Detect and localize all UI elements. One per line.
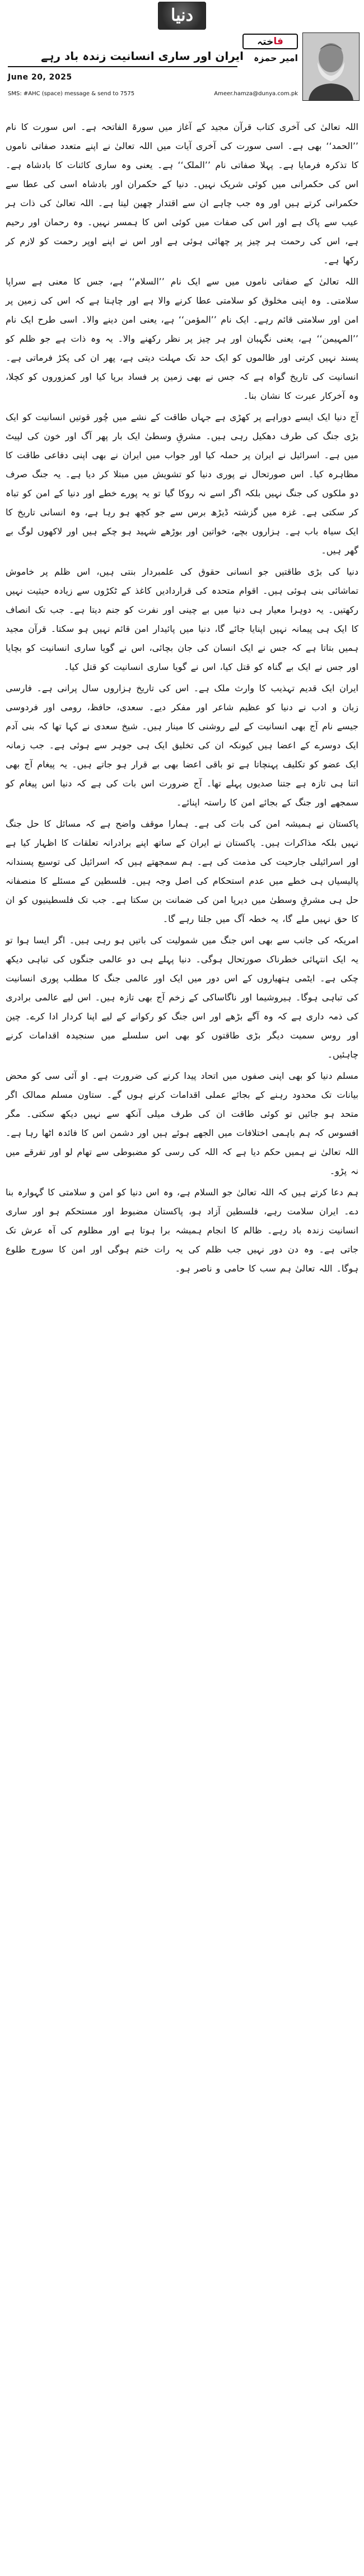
column-name-badge — [242, 34, 298, 49]
article-paragraph: پاکستان نے ہمیشہ امن کی بات کی ہے۔ ہمارا موقف واضح ہے کہ مسائل کا حل جنگ نہیں بلکہ مذاکرات ہیں۔ پاکستان نے ایران کے ساتھ اپنے برادرانہ تعلقات کا اظہار کیا ہے اور اسرائیلی جارحیت کی مذمت کی ہے۔ ہم سمجھتے ہیں کہ اسرائیل کی توسیع پسندانہ پالیسیاں ہی خطے میں عدم استحکام کی اصل وجہ ہیں۔ فلسطین کے مسئلے کا منصفانہ حل ہی مشرقِ وسطیٰ میں دیرپا امن کی ضمانت بن سکتا ہے۔ جب تک فلسطینیوں کو ان کا حق نہیں ملے گا، یہ خطہ آگ میں جلتا رہے گا۔ — [6, 818, 358, 924]
article-paragraph: اللہ تعالیٰ کی آخری کتاب قرآن مجید کے آغاز میں سورۃ الفاتحہ ہے۔ اس سورت کا نام ’’الحمد‘‘ بھی ہے۔ اسی سورت کی آخری آیات میں اللہ تعالیٰ نے اپنے متعدد صفاتی ناموں کا تذکرہ فرمایا ہے۔ پہلا صفاتی نام ’’الملک‘‘ ہے۔ یعنی وہ ساری کائنات کا بادشاہ ہے۔ اس کی حکمرانی میں کوئی شریک نہیں۔ دنیا کے حکمران اور بادشاہ اسی کی عطا سے حکمرانی کرتے ہیں اور وہ جب چاہے ان سے اقتدار چھین لیتا ہے۔ اللہ تعالیٰ کی ذات ہر عیب سے پاک ہے اور اس کی صفات میں کوئی اس کا ہمسر نہیں۔ وہ رحمان اور رحیم ہے، اس کی رحمت ہر چیز پر چھائی ہوئی ہے اور اس نے اپنے اوپر رحمت کو لازم کر رکھا ہے۔ — [6, 122, 358, 265]
headline-divider — [8, 66, 237, 67]
logo-text: دنیا — [171, 5, 193, 25]
sms-instructions: SMS: #AHC (space) message & send to 7575 — [8, 91, 135, 97]
author-photo — [302, 32, 360, 101]
column-header — [0, 32, 364, 111]
article-paragraph: ہم دعا کرتے ہیں کہ اللہ تعالیٰ جو السلام ہے، وہ اس دنیا کو امن و سلامتی کا گہوارہ بنا دے۔ ایران سلامت رہے، فلسطین آزاد ہو، پاکستان مضبوط اور مستحکم ہو اور ساری انسانیت زندہ باد رہے۔ ظالم کا انجام ہمیشہ برا ہوتا ہے اور مظلوم کی آہ عرش تک جاتی ہے۔ وہ دن دور نہیں جب ظلم کی یہ رات ختم ہوگی اور امن کا سورج طلوع ہوگا۔ اللہ تعالیٰ ہم سب کا حامی و ناصر ہو۔ — [6, 1187, 358, 1274]
article-paragraph: دنیا کی بڑی طاقتیں جو انسانی حقوق کی علمبردار بنتی ہیں، اس ظلم پر خاموش تماشائی بنی ہوئی ہیں۔ اقوام متحدہ کی قراردادیں کاغذ کے ٹکڑوں سے زیادہ حیثیت نہیں رکھتیں۔ یہ دوہرا معیار ہی دنیا میں بے چینی اور نفرت کو جنم دیتا ہے۔ جب تک انصاف کا ایک ہی پیمانہ نہیں اپنایا جائے گا، دنیا میں پائیدار امن قائم نہیں ہو سکتا۔ قرآن مجید ہمیں بتاتا ہے کہ جس نے ایک انسان کی جان بچائی، اس نے گویا ساری انسانیت کو بچایا اور جس نے ایک بے گناہ کو قتل کیا، اس نے گویا ساری انسانیت کو قتل کیا۔ — [6, 566, 358, 672]
article-paragraph: اللہ تعالیٰ کے صفاتی ناموں میں سے ایک نام ’’السلام‘‘ ہے، جس کا معنی ہے سراپا سلامتی۔ وہ اپنی مخلوق کو سلامتی عطا کرنے والا ہے اور چاہتا ہے کہ اس کی زمین پر امن اور سلامتی قائم رہے۔ ایک نام ’’المؤمن‘‘ ہے، یعنی امن دینے والا۔ اسی طرح ایک نام ’’المہیمن‘‘ ہے، یعنی نگہبان اور ہر چیز پر نظر رکھنے والا۔ یہ وہ ذات ہے جو ظلم کو پسند نہیں کرتی اور ظالموں کو ایک حد تک مہلت دیتی ہے، پھر ان کی پکڑ فرماتی ہے۔ انسانیت کی تاریخ گواہ ہے کہ جس نے بھی زمین پر فساد برپا کیا اور کمزوروں کو کچلا، وہ آخرکار عبرت کا نشان بنا۔ — [6, 276, 358, 401]
article-paragraph: آج دنیا ایک ایسے دوراہے پر کھڑی ہے جہاں طاقت کے نشے میں چُور قوتیں انسانیت کو ایک بڑی جنگ کی طرف دھکیل رہی ہیں۔ مشرقِ وسطیٰ ایک بار پھر آگ اور خون کی لپیٹ میں ہے۔ اسرائیل نے ایران پر حملہ کیا اور جواب میں ایران نے بھی اپنی دفاعی طاقت کا مظاہرہ کیا۔ اس صورتحال نے پوری دنیا کو تشویش میں مبتلا کر دیا ہے۔ یہ جنگ صرف دو ملکوں کی جنگ نہیں بلکہ اگر اسے نہ روکا گیا تو یہ پورے خطے اور دنیا کے امن کو تباہ کر سکتی ہے۔ غزہ میں گزشتہ ڈیڑھ برس سے جو کچھ ہو رہا ہے، وہ انسانی تاریخ کا ایک سیاہ باب ہے۔ ہزاروں بچے، خواتین اور بوڑھے شہید ہو چکے ہیں اور لاکھوں لوگ بے گھر ہیں۔ — [6, 412, 358, 556]
article-paragraph: مسلم دنیا کو بھی اپنی صفوں میں اتحاد پیدا کرنے کی ضرورت ہے۔ او آئی سی کو محض بیانات تک محدود رہنے کے بجائے عملی اقدامات کرنے ہوں گے۔ ستاون مسلم ممالک اگر متحد ہو جائیں تو کوئی طاقت ان کی طرف میلی آنکھ سے نہیں دیکھ سکتی۔ مگر افسوس کہ ہم باہمی اختلافات میں الجھے ہوئے ہیں اور دشمن اس کا فائدہ اٹھا رہا ہے۔ اللہ تعالیٰ نے ہمیں حکم دیا ہے کہ اللہ کی رسی کو مضبوطی سے تھام لو اور تفرقے میں نہ پڑو۔ — [6, 1070, 359, 1176]
dunya-logo — [158, 2, 206, 30]
publish-date: June 20, 2025 — [8, 73, 72, 82]
author-name: امیر حمزہ — [253, 53, 298, 63]
author-email: Ameer.hamza@dunya.com.pk — [214, 91, 298, 97]
article-paragraph: امریکہ کی جانب سے بھی اس جنگ میں شمولیت کی باتیں ہو رہی ہیں۔ اگر ایسا ہوا تو یہ ایک انتہائی خطرناک صورتحال ہوگی۔ دنیا پہلے ہی دو عالمی جنگوں کی تباہی دیکھ چکی ہے۔ ایٹمی ہتھیاروں کے اس دور میں ایک اور عالمی جنگ کا مطلب پوری انسانیت کی تباہی ہوگا۔ ہیروشیما اور ناگاساکی کے زخم آج بھی تازہ ہیں۔ اس لیے عالمی برادری کی ذمہ داری ہے کہ وہ آگے بڑھے اور اس جنگ کو رکوانے کے لیے اپنا کردار ادا کرے۔ چین اور روس سمیت دیگر بڑی طاقتوں کو بھی اس سلسلے میں سنجیدہ اقدامات کرنے چاہئیں۔ — [6, 935, 358, 1060]
article-paragraph: ایران ایک قدیم تہذیب کا وارث ملک ہے۔ اس کی تاریخ ہزاروں سال پرانی ہے۔ فارسی زبان و ادب نے دنیا کو عظیم شاعر اور مفکر دیے۔ سعدی، حافظ، رومی اور فردوسی جیسے نام آج بھی انسانیت کے لیے روشنی کا مینار ہیں۔ شیخ سعدی نے کہا تھا کہ بنی آدم ایک دوسرے کے اعضا ہیں کیونکہ ان کی تخلیق ایک ہی جوہر سے ہوئی ہے۔ جب زمانہ ایک عضو کو تکلیف پہنچاتا ہے تو باقی اعضا بھی بے قرار ہو جاتے ہیں۔ یہ پیغام آج بھی اتنا ہی تازہ ہے جتنا صدیوں پہلے تھا۔ آج ضرورت اس بات کی ہے کہ دنیا اس پیغام کو سمجھے اور جنگ کے بجائے امن کا راستہ اپنائے۔ — [6, 683, 358, 808]
article-body — [6, 118, 358, 1280]
headline: ایران اور ساری انسانیت زندہ باد رہے — [41, 49, 244, 63]
column-name-part2: ختہ — [257, 36, 274, 48]
masthead — [0, 0, 364, 31]
column-name-part1: فا — [273, 36, 283, 47]
